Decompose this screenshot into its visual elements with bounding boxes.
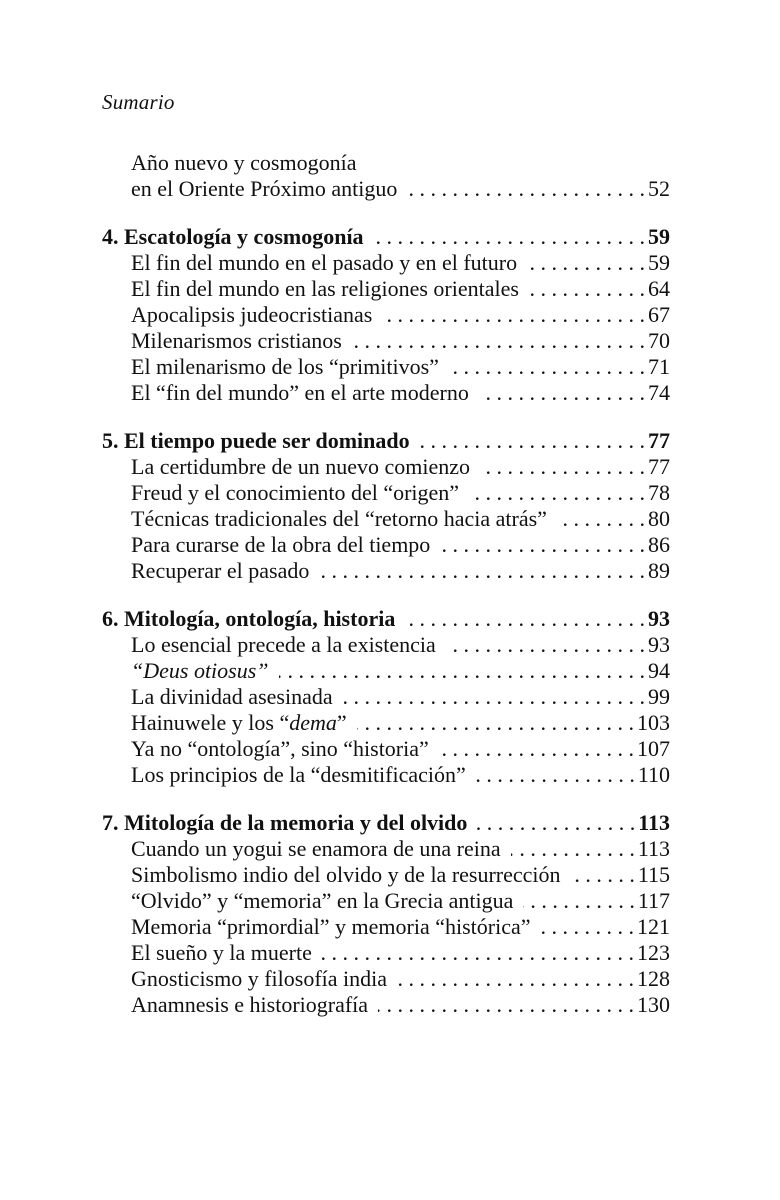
toc-entry[interactable] [102,862,670,888]
dot-leader [382,302,645,328]
toc-chapter-title: 5. El tiempo puede ser dominado [102,428,410,453]
toc-entry[interactable] [102,532,670,558]
table-of-contents [102,150,670,1040]
toc-entry-page: 70 [648,328,670,353]
toc-entry-title: Técnicas tradicionales del “retorno hacia atrás” [131,506,547,531]
toc-entry-title: Freud y el conocimiento del “origen” [131,480,460,505]
toc-chapter-heading[interactable] [102,224,670,250]
toc-entry[interactable] [102,302,670,328]
toc-entry[interactable] [102,736,670,762]
dot-leader [477,810,635,836]
toc-chapter-page: 113 [638,810,670,835]
toc-entry-title: Simbolismo indio del olvido y de la resurrección [131,862,561,887]
toc-chapter-page: 59 [648,224,670,249]
toc-entry-page: 59 [648,250,670,275]
toc-entry-title: Ya no “ontología”, sino “historia” [131,736,429,761]
toc-entry-title: El fin del mundo en el pasado y en el futuro [131,250,518,275]
toc-entry[interactable] [102,710,670,736]
toc-entry-title-prefix: Hainuwele y los “ [131,710,290,735]
toc-chapter-heading[interactable] [102,810,670,836]
toc-entry-page: 103 [637,710,670,735]
dot-leader [446,632,645,658]
dot-leader [420,428,645,454]
toc-entry-title: Año nuevo y cosmogonía [131,150,357,175]
dot-leader [279,658,645,684]
toc-entry[interactable] [102,176,670,202]
toc-entry-page: 117 [637,888,670,913]
toc-entry-page: 78 [648,480,670,505]
toc-entry-title: Cuando un yogui se enamora de una reina [131,836,501,861]
toc-entry[interactable] [102,992,670,1018]
toc-entry-page: 64 [648,276,670,301]
toc-entry-page: 86 [648,532,670,557]
toc-entry[interactable] [102,276,670,302]
toc-entry-title: Para curarse de la obra del tiempo [131,532,431,557]
toc-entry-title: La divinidad asesinada [131,684,333,709]
dot-leader [523,888,634,914]
toc-entry[interactable] [102,558,670,584]
toc-entry-title-suffix: ” [336,710,347,735]
toc-entry-page: 110 [637,762,670,787]
toc-section-continuation [102,150,670,202]
toc-chapter-page: 77 [648,428,670,453]
dot-leader [407,176,645,202]
toc-entry-title: en el Oriente Próximo antiguo [131,176,398,201]
toc-entry[interactable] [102,506,670,532]
toc-chapter-heading[interactable] [102,606,670,632]
toc-entry-page: 67 [648,302,670,327]
dot-leader [449,354,645,380]
running-head: Sumario [102,90,175,114]
toc-section-4 [102,224,670,406]
dot-leader [469,480,645,506]
toc-entry-title: Memoria “primordial” y memoria “histórica” [131,914,531,939]
toc-chapter-title: 6. Mitología, ontología, historia [102,606,396,631]
toc-section-5 [102,428,670,584]
toc-entry-title: Anamnesis e historiografía [131,992,369,1017]
dot-leader [322,940,634,966]
dot-leader [319,558,645,584]
toc-entry[interactable] [102,914,670,940]
toc-section-6 [102,606,670,788]
toc-entry-title: Recuperar el pasado [131,558,310,583]
toc-entry-title: Apocalipsis judeocristianas [131,302,373,327]
toc-entry-page: 80 [648,506,670,531]
toc-entry-page: 74 [648,380,670,405]
dot-leader [357,710,634,736]
toc-entry-page: 99 [648,684,670,709]
toc-entry-title: El milenarismo de los “primitivos” [131,354,439,379]
toc-entry[interactable] [102,328,670,354]
toc-entry-page: 130 [637,992,670,1017]
toc-entry[interactable] [102,250,670,276]
toc-entry-page: 107 [637,736,670,761]
toc-chapter-title: 7. Mitología de la memoria y del olvido [102,810,468,835]
toc-entry[interactable] [102,380,670,406]
toc-chapter-heading[interactable] [102,428,670,454]
toc-entry-page: 115 [637,862,670,887]
toc-entry[interactable] [102,888,670,914]
dot-leader [479,380,645,406]
toc-entry[interactable] [102,836,670,862]
dot-leader [405,606,645,632]
toc-chapter-page: 93 [648,606,670,631]
dot-leader [511,836,635,862]
toc-chapter-title: 4. Escatología y cosmogonía [102,224,364,249]
toc-entry[interactable] [102,480,670,506]
toc-entry[interactable] [102,940,670,966]
toc-entry-title: Los principios de la “desmitificación” [131,762,466,787]
toc-entry-title: El fin del mundo en las religiones orientales [131,276,519,301]
toc-entry[interactable] [102,150,670,176]
dot-leader [378,992,634,1018]
toc-entry-title: Milenarismos cristianos [131,328,342,353]
dot-leader [352,328,645,354]
dot-leader [374,224,645,250]
toc-entry-page: 113 [637,836,670,861]
dot-leader [440,532,645,558]
toc-entry-title: Gnosticismo y filosofía india [131,966,388,991]
toc-entry-page: 121 [637,914,670,939]
toc-entry-page: 52 [648,176,670,201]
toc-entry[interactable] [102,762,670,788]
dot-leader [571,862,635,888]
dot-leader [527,250,645,276]
toc-entry[interactable] [102,454,670,480]
toc-entry-title [131,710,347,736]
toc-entry-page: 94 [648,658,670,683]
toc-entry-title: “Olvido” y “memoria” en la Grecia antigua [131,888,514,913]
dot-leader [529,276,645,302]
toc-entry[interactable] [102,684,670,710]
dot-leader [397,966,634,992]
dot-leader [343,684,645,710]
toc-section-7 [102,810,670,1018]
toc-entry[interactable] [102,354,670,380]
toc-entry-title-italic: dema [289,710,337,735]
toc-entry-page: 77 [648,454,670,479]
dot-leader [541,914,634,940]
toc-entry-title: El “fin del mundo” en el arte moderno [131,380,469,405]
toc-entry-page: 93 [648,632,670,657]
dot-leader [476,762,635,788]
toc-entry-title: Lo esencial precede a la existencia [131,632,436,657]
toc-entry-page: 71 [648,354,670,379]
toc-entry-title: El sueño y la muerte [131,940,312,965]
toc-entry[interactable] [102,632,670,658]
toc-entry-page: 89 [648,558,670,583]
toc-entry-page: 123 [637,940,670,965]
toc-entry-title: “Deus otiosus” [131,658,269,683]
toc-entry[interactable] [102,658,670,684]
dot-leader [480,454,645,480]
dot-leader [439,736,634,762]
toc-entry-title: La certidumbre de un nuevo comienzo [131,454,471,479]
dot-leader [557,506,645,532]
toc-entry[interactable] [102,966,670,992]
toc-entry-page: 128 [637,966,670,991]
